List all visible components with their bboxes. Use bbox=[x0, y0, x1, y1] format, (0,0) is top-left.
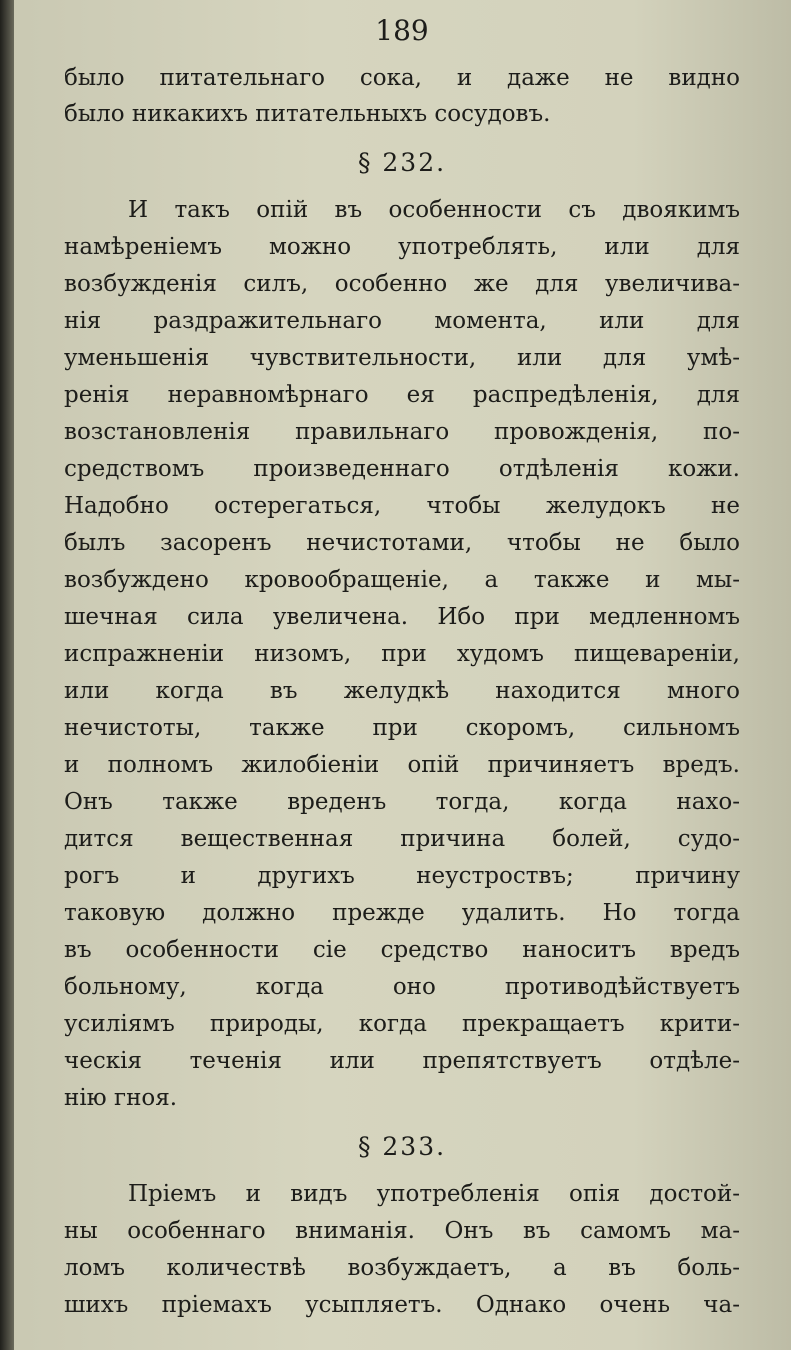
text-line: намѣреніемъ можно употреблять, или для bbox=[64, 234, 740, 260]
text-line: въ особенности сіе средство наноситъ вредъ bbox=[64, 937, 740, 963]
text-line: таковую должно прежде удалить. Но тогда bbox=[64, 900, 740, 926]
text-line: нію гноя. bbox=[64, 1085, 178, 1111]
text-line: шечная сила увеличена. Ибо при медленномъ bbox=[64, 604, 740, 630]
text-line: больному, когда оно противодѣйствуетъ bbox=[64, 974, 740, 1000]
text-line: было никакихъ питательныхъ сосудовъ. bbox=[64, 101, 551, 127]
paragraph-first-line: И такъ опій въ особенности съ двоякимъ bbox=[128, 197, 740, 223]
text-line: возбуждено кровообращеніе, а также и мы- bbox=[64, 567, 740, 593]
text-line: нечистоты, также при скоромъ, сильномъ bbox=[64, 715, 740, 741]
text-line: Онъ также вреденъ тогда, когда нахо- bbox=[64, 789, 740, 815]
text-line: Надобно остерегаться, чтобы желудокъ не bbox=[64, 493, 740, 519]
text-line: уменьшенія чувствительности, или для умѣ- bbox=[64, 345, 740, 371]
text-line: ломъ количествѣ возбуждаетъ, а въ боль- bbox=[64, 1255, 740, 1281]
text-line: усиліямъ природы, когда прекращаетъ крити- bbox=[64, 1011, 740, 1037]
text-line: испражненіи низомъ, при худомъ пищевареніи, bbox=[64, 641, 740, 667]
text-line: рогъ и другихъ неустроствъ; причину bbox=[64, 863, 740, 889]
paragraph-first-line: Пріемъ и видъ употребленія опія достой- bbox=[128, 1181, 740, 1207]
text-line: возбужденія силъ, особенно же для увеличива- bbox=[64, 271, 740, 297]
section-heading: § 232. bbox=[357, 148, 447, 177]
text-line: или когда въ желудкѣ находится много bbox=[64, 678, 740, 704]
page-number: 189 bbox=[375, 14, 429, 47]
section-heading: § 233. bbox=[357, 1132, 447, 1161]
text-line: шихъ пріемахъ усыпляетъ. Однако очень ча- bbox=[64, 1292, 740, 1318]
text-line: ренія неравномѣрнаго ея распредѣленія, для bbox=[64, 382, 740, 408]
text-line: и полномъ жилобіеніи опій причиняетъ вредъ. bbox=[64, 752, 740, 778]
text-line: ны особеннаго вниманія. Онъ въ самомъ ма- bbox=[64, 1218, 740, 1244]
text-line: ческія теченія или препятствуетъ отдѣле- bbox=[64, 1048, 740, 1074]
text-line: было питательнаго сока, и даже не видно bbox=[64, 65, 740, 91]
text-line: возстановленія правильнаго провожденія, по- bbox=[64, 419, 740, 445]
book-gutter bbox=[0, 0, 14, 1350]
text-line: былъ засоренъ нечистотами, чтобы не было bbox=[64, 530, 740, 556]
text-line: дится вещественная причина болей, судо- bbox=[64, 826, 740, 852]
text-line: средствомъ произведеннаго отдѣленія кожи. bbox=[64, 456, 740, 482]
text-line: нія раздражительнаго момента, или для bbox=[64, 308, 740, 334]
